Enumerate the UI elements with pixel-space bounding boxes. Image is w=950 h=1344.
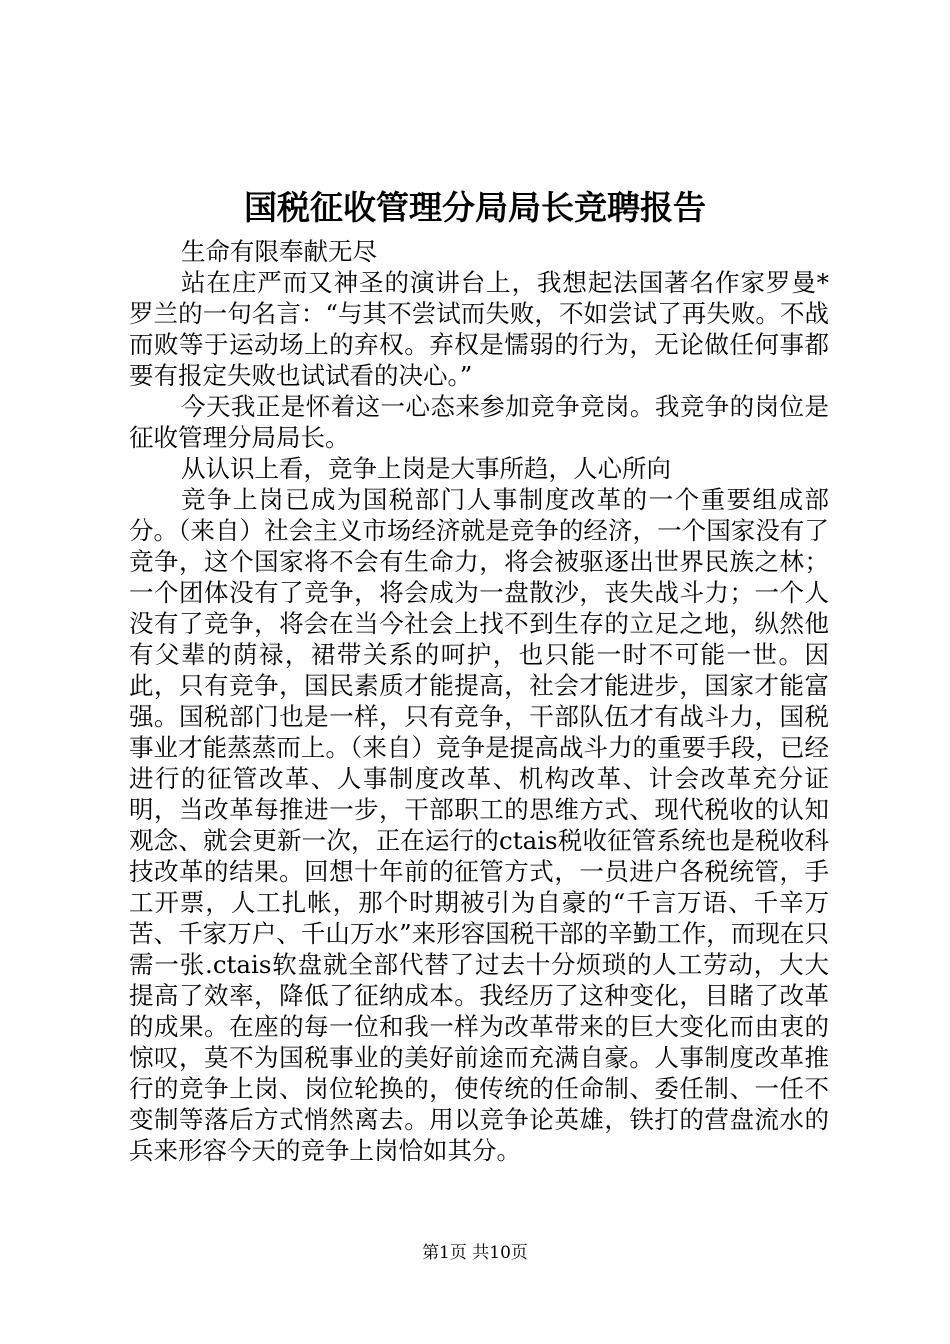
document-title: 国税征收管理分局局长竞聘报告 <box>244 188 706 227</box>
page-footer: 第1页 共10页 <box>422 1243 528 1263</box>
document-body <box>129 236 829 1166</box>
paragraph: 今天我正是怀着这一心态来参加竞争竞岗。我竞争的岗位是征收管理分局局长。 <box>129 392 829 452</box>
paragraph: 竞争上岗已成为国税部门人事制度改革的一个重要组成部分。（来自）社会主义市场经济就是竞争的经济，一个国家没有了竞争，这个国家将不会有生命力，将会被驱逐出世界民族之林；一个团体没有了竞争，将会成为一盘散沙，丧失战斗力；一个人没有了竞争，将会在当今社会上找不到生存的立足之地，纵然他有父辈的荫禄，裙带关系的呵护，也只能一时不可能一世。因此，只有竞争，国民素质才能提高，社会才能进步，国家才能富强。国税部门也是一样，只有竞争，干部队伍才有战斗力，国税事业才能蒸蒸而上。（来自）竞争是提高战斗力的重要手段，已经进行的征管改革、人事制度改革、机构改革、计会改革充分证明，当改革每推进一步，干部职工的思维方式、现代税收的认知观念、就会更新一次，正在运行的ctais税收征管系统也是税收科技改革的结果。回想十年前的征管方式，一员进户各税统管，手工开票，人工扎帐，那个时期被引为自豪的“千言万语、千辛万苦、千家万户、千山万水”来形容国税干部的辛勤工作，而现在只需一张.ctais软盘就全部代替了过去十分烦琐的人工劳动，大大提高了效率，降低了征纳成本。我经历了这种变化，目睹了改革的成果。在座的每一位和我一样为改革带来的巨大变化而由衷的惊叹，莫不为国税事业的美好前途而充满自豪。人事制度改革推行的竞争上岗、岗位轮换的，使传统的任命制、委任制、一任不变制等落后方式悄然离去。用以竞争论英雄，铁打的营盘流水的兵来形容今天的竞争上岗恰如其分。 <box>129 485 829 1165</box>
paragraph: 从认识上看，竞争上岗是大事所趋，人心所向 <box>181 454 671 483</box>
paragraph: 生命有限奉献无尽 <box>181 237 377 266</box>
paragraph: 站在庄严而又神圣的演讲台上，我想起法国著名作家罗曼*罗兰的一句名言：“与其不尝试而失败，不如尝试了再失败。不战而败等于运动场上的弃权。弃权是懦弱的行为，无论做任何事都要有报定失败也试试看的决心。” <box>129 268 829 390</box>
